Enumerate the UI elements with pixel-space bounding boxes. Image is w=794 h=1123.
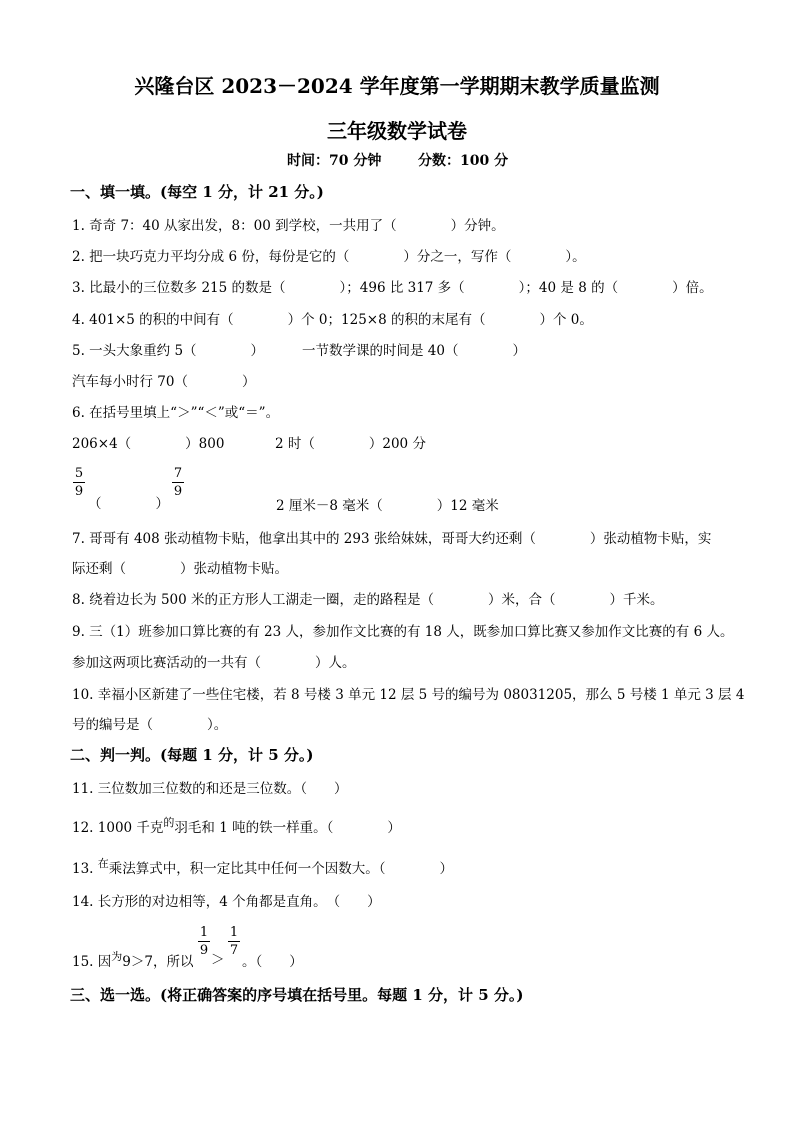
question-15-prefix: 15. 因$^为$9＞7，所以 bbox=[72, 950, 194, 970]
question-6: 6. 在括号里填上“＞”“＜”或“＝”。 bbox=[72, 405, 280, 421]
section-3-heading: 三、选一选。(将正确答案的序号填在括号里。每题 1 分，计 5 分。) bbox=[70, 986, 524, 1004]
page-subtitle: 三年级数学试卷 bbox=[327, 119, 467, 143]
question-9-line1: 9. 三（1）班参加口算比赛的有 23 人，参加作文比赛的有 18 人，既参加口算比赛又参加作文比赛的有 6 人。 bbox=[72, 624, 734, 640]
question-6d: 2 厘米－8 毫米（ ）12 毫米 bbox=[276, 498, 499, 514]
fraction-7-9: 7 9 bbox=[173, 466, 183, 499]
question-3: 3. 比最小的三位数多 215 的数是（ ）；496 比 317 多（ ）；40 是 8 的（ ）倍。 bbox=[72, 280, 713, 296]
question-5b: 一节数学课的时间是 40（ ） bbox=[302, 343, 526, 359]
section-1-heading: 一、填一填。(每空 1 分，计 21 分。) bbox=[70, 183, 324, 201]
question-11: 11. 三位数加三位数的和还是三位数。（ ） bbox=[72, 781, 348, 797]
question-13: 13. $^在$乘法算式中，积一定比其中任何一个因数大。（ ） bbox=[72, 857, 454, 877]
question-12: 12. 1000 千克$^的$羽毛和 1 吨的铁一样重。（ ） bbox=[72, 816, 401, 836]
exam-time: 时间：70 分钟 bbox=[287, 153, 382, 169]
fraction-1-7: 1 7 bbox=[229, 925, 239, 958]
question-6a: 206×4（ ）800 bbox=[72, 436, 225, 452]
exam-score: 分数：100 分 bbox=[418, 153, 509, 169]
question-5a: 5. 一头大象重约 5（ ） bbox=[72, 343, 265, 359]
question-7-line1: 7. 哥哥有 408 张动植物卡贴，他拿出其中的 293 张给妹妹，哥哥大约还剩（ ）张动植物卡贴，实 bbox=[72, 531, 712, 547]
question-10-line1: 10. 幸福小区新建了一些住宅楼，若 8 号楼 3 单元 12 层 5 号的编号为 08031205，那么 5 号楼 1 单元 3 层 4 bbox=[72, 687, 745, 703]
greater-than-sign: ＞ bbox=[211, 952, 225, 968]
fraction-5-9: 5 9 bbox=[74, 466, 84, 499]
fraction-1-9: 1 9 bbox=[199, 925, 209, 958]
section-2-heading: 二、判一判。(每题 1 分，计 5 分。) bbox=[70, 746, 314, 764]
question-15-suffix: 。（ ） bbox=[242, 954, 303, 970]
question-7-line2: 际还剩（ ）张动植物卡贴。 bbox=[72, 561, 288, 577]
question-9-line2: 参加这两项比赛活动的一共有（ ）人。 bbox=[72, 655, 356, 671]
question-2: 2. 把一块巧克力平均分成 6 份，每份是它的（ ）分之一，写作（ ）。 bbox=[72, 249, 586, 265]
page-title: 兴隆台区 2023－2024 学年度第一学期期末教学质量监测 bbox=[134, 74, 660, 98]
question-4: 4. 401×5 的积的中间有（ ）个 0；125×8 的积的末尾有（ ）个 0。 bbox=[72, 312, 593, 328]
question-5c: 汽车每小时行 70（ ） bbox=[72, 374, 256, 390]
question-8: 8. 绕着边长为 500 米的正方形人工湖走一圈，走的路程是（ ）米，合（ ）千米。 bbox=[72, 592, 664, 608]
question-14: 14. 长方形的对边相等，4 个角都是直角。 （ ） bbox=[72, 894, 381, 910]
question-6b: 2 时（ ）200 分 bbox=[275, 436, 426, 452]
question-1: 1. 奇奇 7：40 从家出发，8：00 到学校，一共用了（ ）分钟。 bbox=[72, 218, 505, 234]
question-10-line2: 号的编号是（ ）。 bbox=[72, 717, 228, 733]
question-6c-blank: （ ） bbox=[88, 496, 169, 512]
